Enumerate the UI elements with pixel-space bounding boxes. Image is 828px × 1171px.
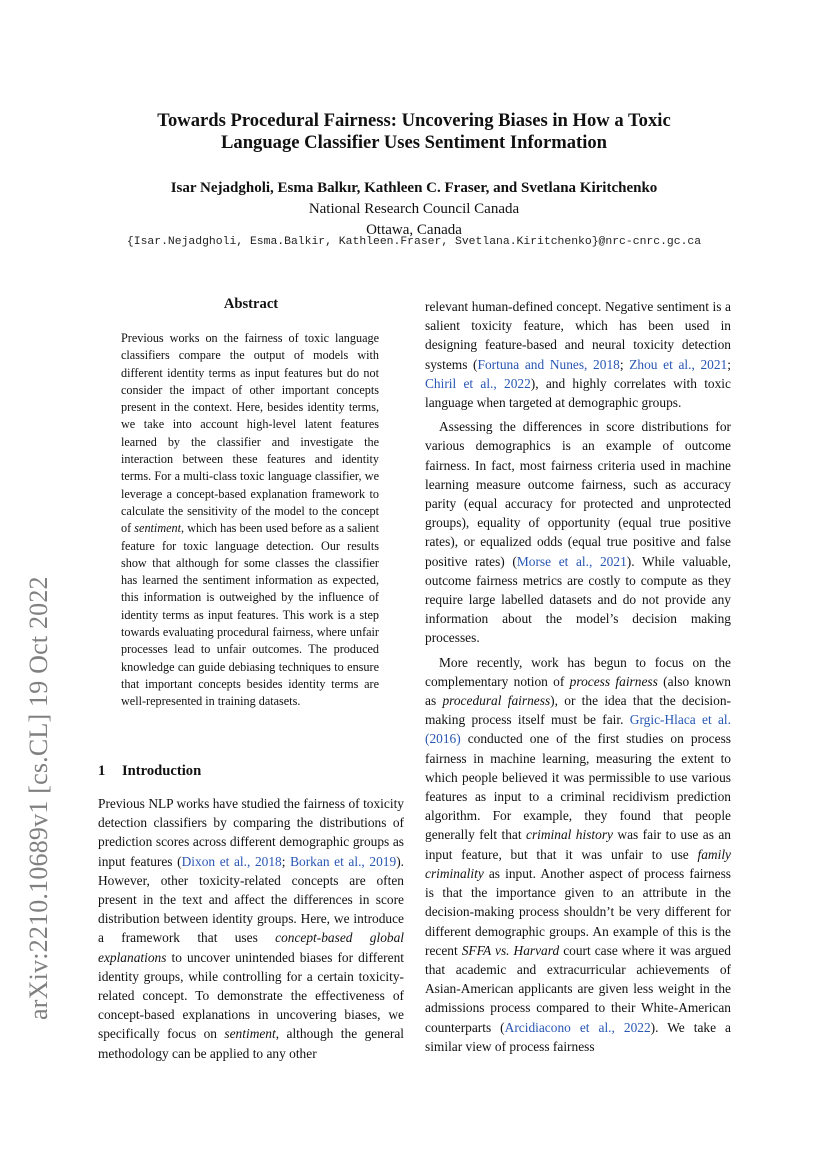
section-number: 1 — [98, 763, 106, 779]
title-line-1: Towards Procedural Fairness: Uncovering Biases in How a Toxic — [157, 110, 671, 131]
author-block — [100, 178, 728, 241]
paragraph-concept-sentiment: relevant human-defined concept. Negative sentiment is a salient toxicity feature, which has been used in designing feature-based and neural toxicity detection systems (Fortuna and Nunes, 2018; Zhou et al., 2021; Chiril et al., 2022), and highly correlates with toxic language when targeted at demographic groups. — [425, 299, 731, 411]
affiliation: National Research Council Canada — [308, 201, 520, 217]
section-heading-introduction — [98, 763, 201, 780]
paper-title — [110, 110, 718, 154]
author-names: Isar Nejadgholi, Esma Balkır, Kathleen C. Fraser, and Svetlana Kiritchenko — [170, 180, 658, 196]
citation-link[interactable]: Chiril et al., 2022 — [425, 375, 531, 391]
citation-link[interactable]: Arcidiacono et al., 2022 — [504, 1019, 651, 1035]
introduction-body — [98, 794, 404, 1063]
citation-link[interactable]: Dixon et al., 2018 — [181, 853, 282, 869]
abstract-heading: Abstract — [223, 296, 279, 312]
citation-link[interactable]: Zhou et al., 2021 — [629, 356, 728, 372]
location: Ottawa, Canada — [366, 222, 462, 238]
citation-link[interactable]: Grgic-Hlaca et al. (2016) — [425, 712, 731, 747]
citation-link[interactable]: Morse et al., 2021 — [516, 553, 627, 569]
paragraph-process-fairness: More recently, work has begun to focus on the complementary notion of process fairness (also known as procedural fairness), or the idea that the decision-making process itself must be fair. Grgic-Hlaca et al. (2016) conducted one of the first studies on process fairness in machine learning, measuring the extent to which people believed it was permissible to use various features as input to a criminal recidivism prediction algorithm. For example, they found that people generally felt that criminal history was fair to use as an input feature, but that it was unfair to use family criminality as input. Another aspect of process fairness is that the importance given to an attribute in the decision-making process shouldn’t be very different for different demographic groups. An example of this is the recent SFFA vs. Harvard court case where it was argued that academic and extracurricular achievements of Asian-American applicants are given less weight in the admissions process compared to their White-American counterparts (Arcidiacono et al., 2022). We take a similar view of process fairness — [425, 654, 732, 1054]
paragraph-outcome-fairness: Assessing the differences in score distributions for various demographics is an example of outcome fairness. In fact, most fairness criteria used in machine learning measure outcome fairness, such as accuracy parity (equal accuracy for protected and unprotected groups), equality of opportunity (equal true positive rates), or equalized odds (equal true positive and false positive rates) (Morse et al., 2021). While valuable, outcome fairness metrics are costly to compute as they require large labelled datasets and do not provide any information about the model’s decision making processes. — [425, 419, 732, 646]
title-line-2: Language Classifier Uses Sentiment Information — [221, 132, 607, 153]
intro-paragraph: Previous NLP works have studied the fairness of toxicity detection classifiers by comparing the distributions of prediction scores across different demographic groups as input features (Dixon et al., 2018; Borkan et al., 2019). However, other toxicity-related concepts are often present in the text and affect the differences in score distribution between identity groups. Here, we introduce a framework that uses concept-based global explanations to uncover unintended biases for different identity groups, while controlling for a certain toxicity-related concept. To demonstrate the effectiveness of concept-based explanations in uncovering biases, we specifically focus on sentiment, although the general methodology can be applied to any other — [98, 796, 405, 1061]
abstract-emphasis-sentiment: sentiment — [134, 521, 182, 536]
author-emails: {Isar.Nejadgholi, Esma.Balkir, Kathleen.Fraser, Svetlana.Kiritchenko}@nrc-cnrc.gc.ca — [126, 236, 702, 248]
right-column-body — [425, 297, 731, 1056]
abstract-body: Previous works on the fairness of toxic language classifiers compare the output of models with different identity terms as input features but do not consider the impact of other important concepts present in the context. Here, besides identity terms, we take into account high-level latent features learned by the classifier and investigate the interaction between these features and identity terms. For a multi-class toxic language classifier, we leverage a concept-based explanation framework to calculate the sensitivity of the model to the concept of sentiment, which has been used before as a salient feature for toxic language detection. Our results show that although for some classes the classifier has learned the sentiment information as expected, this information is outweighed by the influence of identity terms as input features. This work is a step towards evaluating procedural fairness, where unfair processes lead to unfair outcomes. The produced knowledge can guide debiasing techniques to ensure that important concepts besides identity terms are well-represented in training datasets. — [121, 331, 379, 709]
section-title: Introduction — [122, 763, 202, 779]
citation-link[interactable]: Borkan et al., 2019 — [290, 853, 397, 869]
citation-link[interactable]: Fortuna and Nunes, 2018 — [477, 356, 620, 372]
arxiv-identifier: arXiv:2210.10689v1 [cs.CL] 19 Oct 2022 — [24, 576, 53, 1020]
